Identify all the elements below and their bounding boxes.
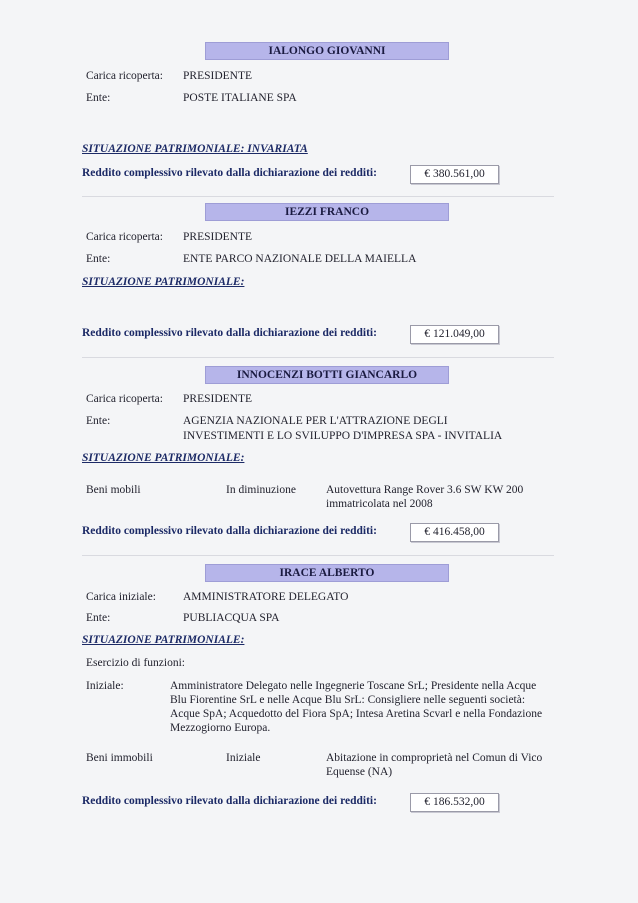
- iniziale-label: Iniziale:: [86, 680, 124, 692]
- ente-label: Ente:: [86, 612, 111, 624]
- iniziale-text-line: Blu Fiorentine SrL e nelle Acque Blu SrL: Consigliere nelle seguenti società:: [170, 694, 526, 706]
- role-label: Carica ricoperta:: [86, 231, 163, 243]
- section-divider: [82, 196, 554, 197]
- role-label: Carica ricoperta:: [86, 393, 163, 405]
- situazione-patrimoniale-heading: SITUAZIONE PATRIMONIALE:: [82, 276, 245, 288]
- beni-label: Beni immobili: [86, 752, 153, 764]
- ente-label: Ente:: [86, 415, 111, 427]
- section-divider: [82, 555, 554, 556]
- role-value: PRESIDENTE: [183, 70, 252, 82]
- role-value: AMMINISTRATORE DELEGATO: [183, 591, 349, 603]
- situazione-patrimoniale-heading: SITUAZIONE PATRIMONIALE: INVARIATA: [82, 143, 308, 155]
- iniziale-text-line: Mezzogiorno Europa.: [170, 722, 271, 734]
- beni-description-line: Autovettura Range Rover 3.6 SW KW 200: [326, 484, 524, 496]
- reddito-label: Reddito complessivo rilevato dalla dichiarazione dei redditi:: [82, 327, 377, 339]
- reddito-label: Reddito complessivo rilevato dalla dichiarazione dei redditi:: [82, 525, 377, 537]
- role-label: Carica iniziale:: [86, 591, 156, 603]
- ente-value: POSTE ITALIANE SPA: [183, 92, 297, 104]
- ente-value-line: AGENZIA NAZIONALE PER L'ATTRAZIONE DEGLI: [183, 415, 448, 427]
- person-name-header: IRACE ALBERTO: [205, 564, 449, 582]
- beni-label: Beni mobili: [86, 484, 141, 496]
- beni-description-line: immatricolata nel 2008: [326, 498, 433, 510]
- role-label: Carica ricoperta:: [86, 70, 163, 82]
- ente-value: PUBLIACQUA SPA: [183, 612, 280, 624]
- situazione-patrimoniale-heading: SITUAZIONE PATRIMONIALE:: [82, 634, 245, 646]
- ente-label: Ente:: [86, 253, 111, 265]
- reddito-label: Reddito complessivo rilevato dalla dichiarazione dei redditi:: [82, 167, 377, 179]
- reddito-amount-box: € 416.458,00: [410, 523, 499, 542]
- beni-status: Iniziale: [226, 752, 261, 764]
- beni-description-line: Abitazione in comproprietà nel Comun di Vico: [326, 752, 543, 764]
- iniziale-text-line: Acque SpA; Acquedotto del Fiora SpA; Intesa Aretina Scvarl e nella Fondazione: [170, 708, 543, 720]
- person-name-header: INNOCENZI BOTTI GIANCARLO: [205, 366, 449, 384]
- reddito-amount-box: € 186.532,00: [410, 793, 499, 812]
- reddito-amount-box: € 121.049,00: [410, 325, 499, 344]
- esercizio-funzioni-label: Esercizio di funzioni:: [86, 657, 185, 669]
- person-name-header: IALONGO GIOVANNI: [205, 42, 449, 60]
- ente-value: ENTE PARCO NAZIONALE DELLA MAIELLA: [183, 253, 417, 265]
- iniziale-text-line: Amministratore Delegato nelle Ingegnerie Toscane SrL; Presidente nella Acque: [170, 680, 537, 692]
- ente-value-line: INVESTIMENTI E LO SVILUPPO D'IMPRESA SPA - INVITALIA: [183, 430, 503, 442]
- reddito-amount-box: € 380.561,00: [410, 165, 499, 184]
- role-value: PRESIDENTE: [183, 393, 252, 405]
- situazione-patrimoniale-heading: SITUAZIONE PATRIMONIALE:: [82, 452, 245, 464]
- beni-description-line: Equense (NA): [326, 766, 393, 778]
- beni-status: In diminuzione: [226, 484, 296, 496]
- role-value: PRESIDENTE: [183, 231, 252, 243]
- reddito-label: Reddito complessivo rilevato dalla dichiarazione dei redditi:: [82, 795, 377, 807]
- ente-label: Ente:: [86, 92, 111, 104]
- person-name-header: IEZZI FRANCO: [205, 203, 449, 221]
- section-divider: [82, 357, 554, 358]
